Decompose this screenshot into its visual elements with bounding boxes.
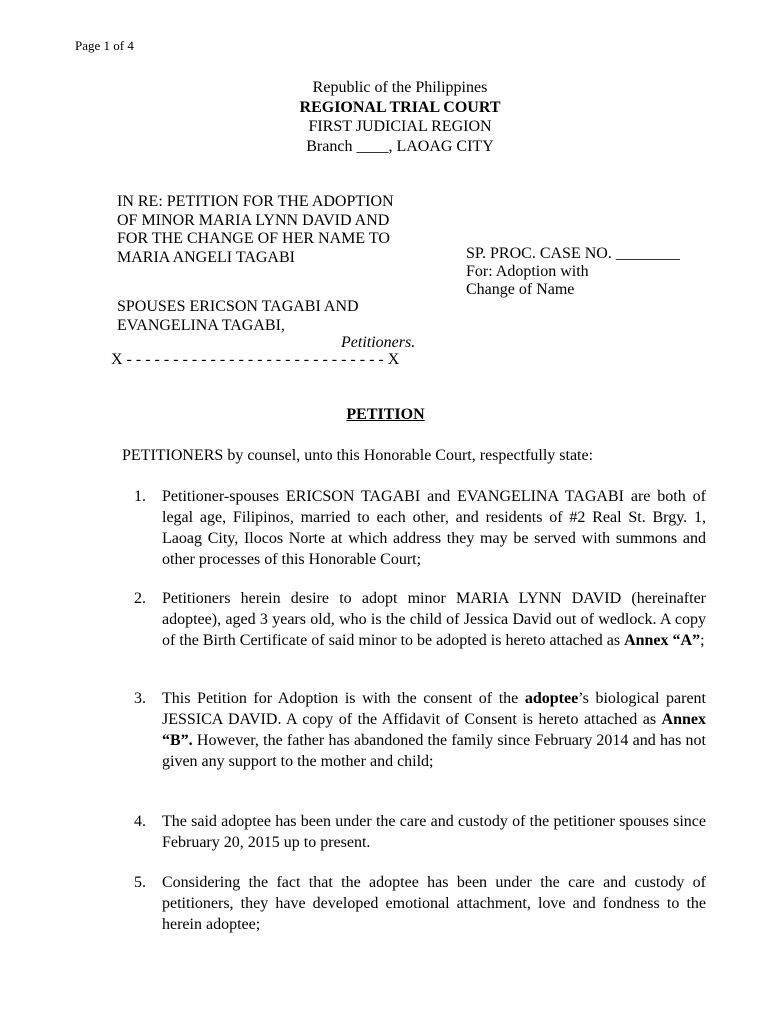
case-number-block <box>466 245 680 299</box>
case-nature-line1: For: Adoption with <box>466 263 589 280</box>
court-name: REGIONAL TRIAL COURT <box>299 98 501 116</box>
item-text: This Petition for Adoption is with the consent of the adoptee’s biological parent JESSICA DAVID. A copy of the Affidavit of Consent is hereto attached as Annex “B”. However, the father has abandoned the family since February 2014 and has not given any support to the mother and child; <box>162 690 706 770</box>
adoptee-term: adoptee <box>524 690 579 707</box>
parties-line: EVANGELINA TAGABI, <box>117 316 285 334</box>
item-number: 5. <box>134 874 146 891</box>
intro-paragraph: PETITIONERS by counsel, unto this Honorable Court, respectfully state: <box>122 447 594 464</box>
caption-line: IN RE: PETITION FOR THE ADOPTION <box>117 193 394 210</box>
item-number: 3. <box>134 690 146 707</box>
annex-a-reference: Annex “A” <box>624 632 701 649</box>
caption-line: OF MINOR MARIA LYNN DAVID AND <box>117 211 390 229</box>
branch-line: Branch ____, LAOAG CITY <box>306 137 494 155</box>
caption-separator: X - - - - - - - - - - - - - - - - - - - - - - - - - - - - X <box>111 351 400 368</box>
list-item <box>134 588 706 651</box>
item-number: 2. <box>134 590 146 607</box>
item-text: Petitioners herein desire to adopt minor MARIA LYNN DAVID (hereinafter adoptee), aged 3 years old, who is the child of Jessica David out of wedlock. A copy of the Birth Certificate of said minor to be adopted is hereto attached as Annex “A”; <box>162 590 706 649</box>
item-text: Petitioner-spouses ERICSON TAGABI and EVANGELINA TAGABI are both of legal age, Filipinos, married to each other, and residents of #2 Real St. Brgy. 1, Laoag City, Ilocos Norte at which address they may be served with summons and other processes of this Honorable Court; <box>162 488 706 568</box>
list-item <box>134 688 706 772</box>
case-caption <box>117 193 394 267</box>
document-title: PETITION <box>346 406 425 423</box>
page-number: Page 1 of 4 <box>75 38 134 53</box>
judicial-region: FIRST JUDICIAL REGION <box>308 118 492 135</box>
caption-line: MARIA ANGELI TAGABI <box>117 248 295 266</box>
list-item <box>134 872 706 935</box>
list-item <box>134 486 706 570</box>
list-item <box>134 811 706 853</box>
item-text: The said adoptee has been under the care and custody of the petitioner spouses since February 20, 2015 up to present. <box>162 813 706 851</box>
case-number: SP. PROC. CASE NO. ________ <box>466 245 680 262</box>
caption-line: FOR THE CHANGE OF HER NAME TO <box>117 230 390 247</box>
court-header <box>0 78 768 156</box>
item-text: Considering the fact that the adoptee has been under the care and custody of petitioners, they have developed emotional attachment, love and fondness to the herein adoptee; <box>162 874 706 933</box>
parties-block <box>117 298 359 335</box>
parties-line: SPOUSES ERICSON TAGABI AND <box>117 298 359 315</box>
item-number: 1. <box>134 488 146 505</box>
petitioners-label: Petitioners. <box>341 334 416 351</box>
item-number: 4. <box>134 813 146 830</box>
republic-line: Republic of the Philippines <box>312 79 488 96</box>
annex-b-reference: Annex “B”. <box>162 711 706 749</box>
case-nature-line2: Change of Name <box>466 281 575 298</box>
